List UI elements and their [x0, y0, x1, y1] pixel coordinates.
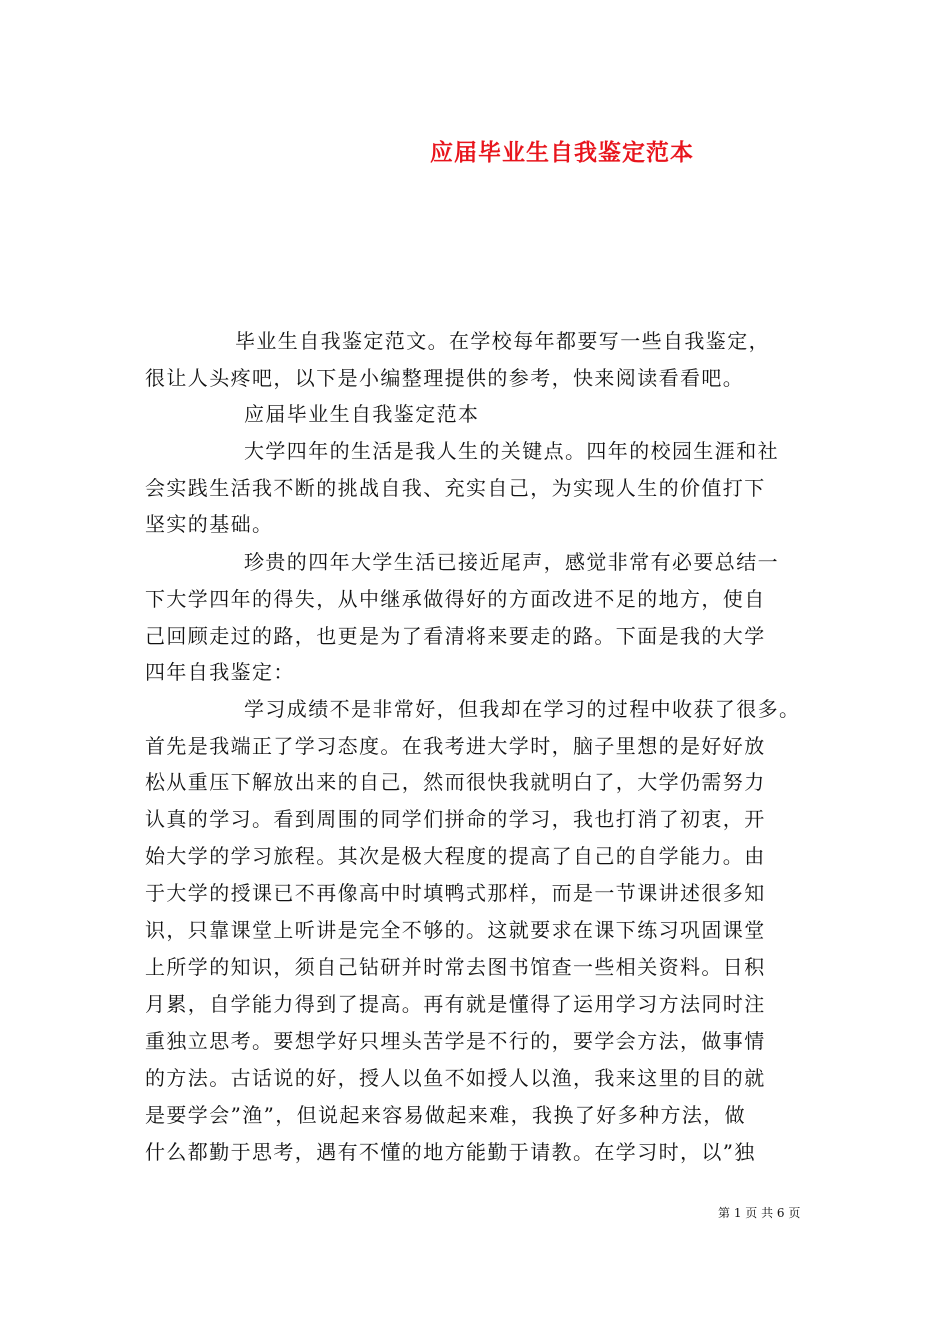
body-line: 珍贵的四年大学生活已接近尾声，感觉非常有必要总结一	[244, 550, 779, 574]
body-line: 大学四年的生活是我人生的关键点。四年的校园生涯和社	[244, 439, 779, 463]
body-line: 月累，自学能力得到了提高。再有就是懂得了运用学习方法同时注	[145, 992, 766, 1016]
body-line: 的方法。古话说的好，授人以鱼不如授人以渔，我来这里的目的就	[145, 1066, 766, 1090]
body-line: 是要学会”渔”，但说起来容易做起来难，我换了好多种方法，做	[145, 1103, 747, 1127]
body-line: 识，只靠课堂上听讲是完全不够的。这就要求在课下练习巩固课堂	[145, 918, 766, 942]
body-line: 学习成绩不是非常好，但我却在学习的过程中收获了很多。	[244, 697, 801, 721]
body-line: 上所学的知识，须自己钻研并时常去图书馆查一些相关资料。日积	[145, 955, 766, 979]
body-line: 坚实的基础。	[145, 512, 274, 536]
subtitle-line: 应届毕业生自我鉴定范本	[244, 402, 480, 426]
page-number: 第 1 页 共 6 页	[718, 1206, 801, 1220]
body-line: 己回顾走过的路，也更是为了看清将来要走的路。下面是我的大学	[145, 624, 766, 648]
document-title: 应届毕业生自我鉴定范本	[430, 139, 694, 166]
body-line: 重独立思考。要想学好只埋头苦学是不行的，要学会方法，做事情	[145, 1029, 766, 1053]
body-line: 什么都勤于思考，遇有不懂的地方能勤于请教。在学习时，以”独	[145, 1140, 756, 1164]
body-line: 下大学四年的得失，从中继承做得好的方面改进不足的地方，使自	[145, 587, 766, 611]
body-line: 于大学的授课已不再像高中时填鸭式那样，而是一节课讲述很多知	[145, 881, 766, 905]
body-line: 很让人头疼吧，以下是小编整理提供的参考，快来阅读看看吧。	[145, 366, 745, 390]
body-line: 会实践生活我不断的挑战自我、充实自己，为实现人生的价值打下	[145, 476, 766, 500]
body-line: 首先是我端正了学习态度。在我考进大学时，脑子里想的是好好放	[145, 734, 766, 758]
body-line: 松从重压下解放出来的自己，然而很快我就明白了，大学仍需努力	[145, 770, 766, 794]
body-line: 始大学的学习旅程。其次是极大程度的提高了自己的自学能力。由	[145, 844, 766, 868]
body-line: 四年自我鉴定：	[145, 660, 295, 684]
body-line: 毕业生自我鉴定范文。在学校每年都要写一些自我鉴定，	[235, 329, 770, 353]
body-line: 认真的学习。看到周围的同学们拼命的学习，我也打消了初衷，开	[145, 807, 766, 831]
